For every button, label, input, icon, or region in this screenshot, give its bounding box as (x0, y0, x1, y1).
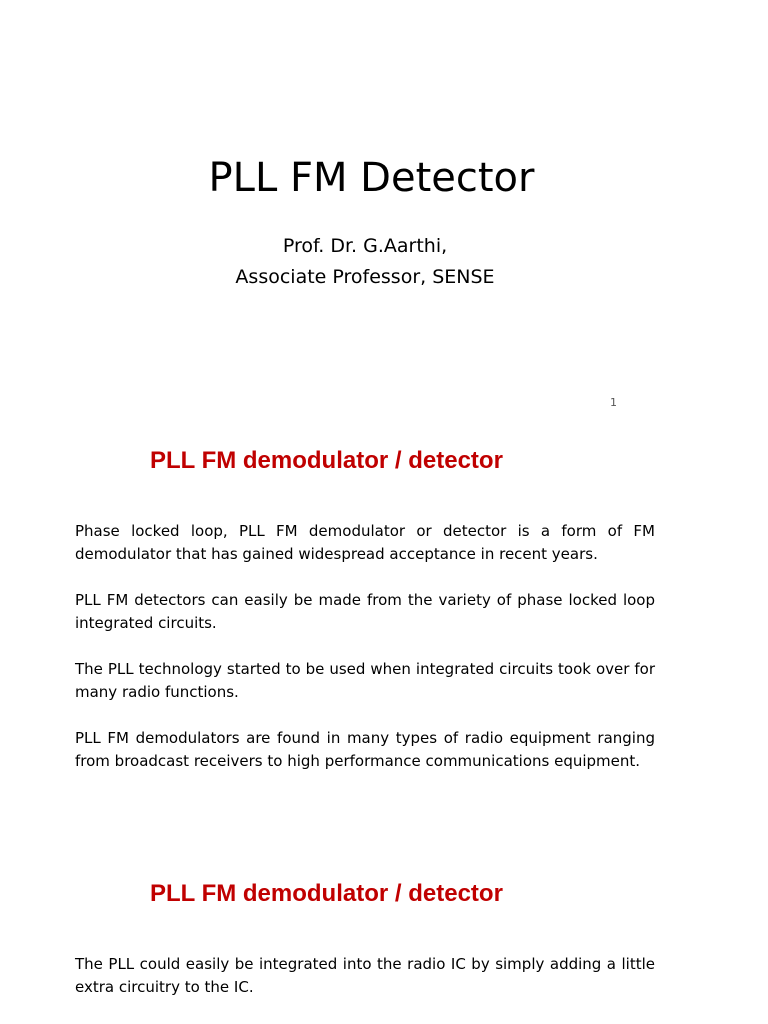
paragraph: PLL FM demodulators are found in many types of radio equipment ranging from broadcast receivers to high performance communications equipment. (75, 729, 655, 770)
paragraph: The PLL could easily be integrated into the radio IC by simply adding a little extra circuitry to the IC. (75, 955, 655, 996)
affiliation-line: Associate Professor, SENSE (235, 266, 495, 288)
page-number: 1 (610, 396, 617, 409)
slide-title: PLL FM Detector (208, 155, 535, 201)
paragraph: Phase locked loop, PLL FM demodulator or detector is a form of FM demodulator that has gained widespread acceptance in recent years. (75, 522, 655, 563)
paragraph: The PLL technology started to be used when integrated circuits took over for many radio functions. (75, 660, 655, 701)
paragraph: PLL FM detectors can easily be made from the variety of phase locked loop integrated circuits. (75, 591, 655, 632)
section-heading: PLL FM demodulator / detector (150, 880, 503, 907)
section-heading: PLL FM demodulator / detector (150, 447, 503, 474)
author-line: Prof. Dr. G.Aarthi, (282, 235, 448, 257)
